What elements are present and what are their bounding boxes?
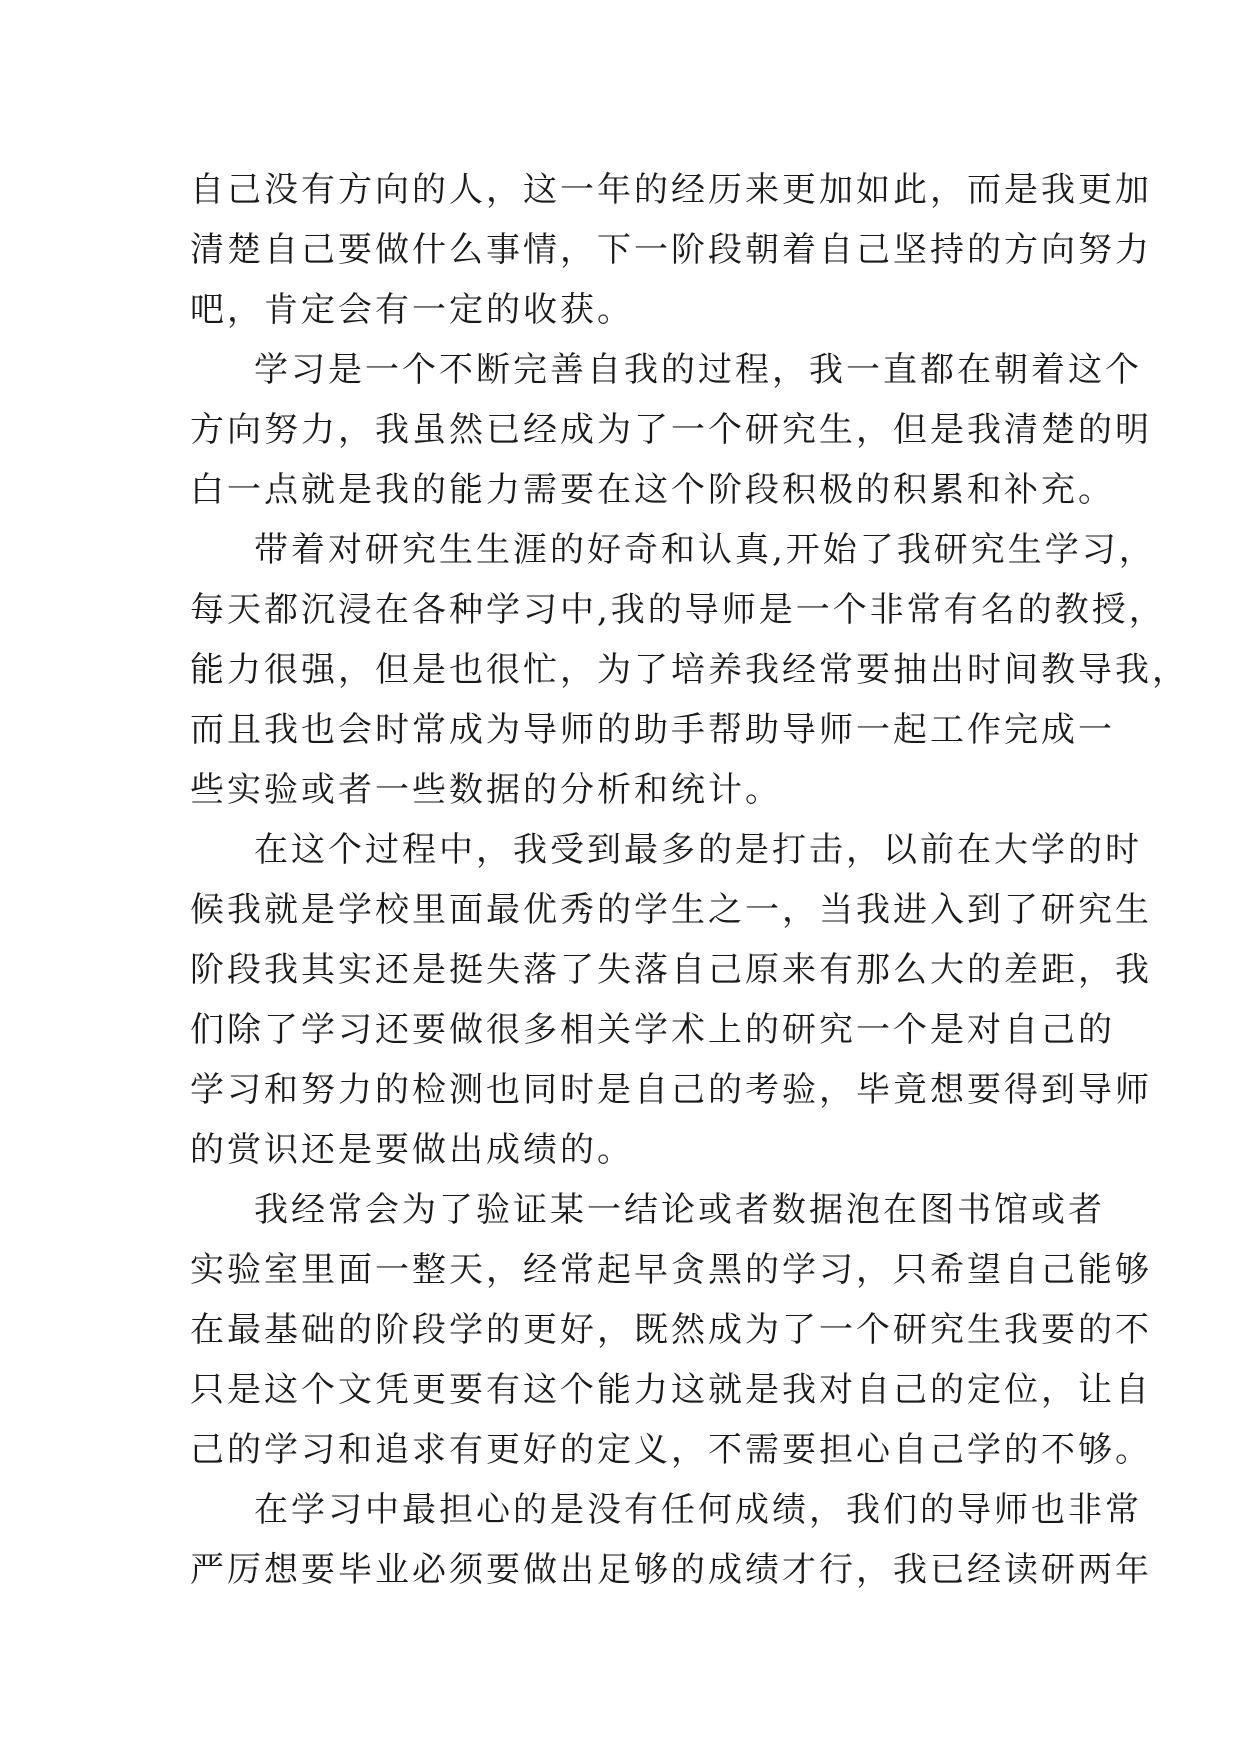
text-line: 只是这个文凭更要有这个能力这就是我对自己的定位，让自 <box>190 1370 1152 1410</box>
text-line: 的赏识还是要做出成绩的。 <box>190 1130 634 1170</box>
paragraph-3 <box>190 520 1189 820</box>
document-page <box>190 160 1189 1600</box>
text-line: 白一点就是我的能力需要在这个阶段积极的积累和补充。 <box>190 470 1115 510</box>
paragraph-6 <box>190 1480 1152 1600</box>
text-line: 在学习中最担心的是没有任何成绩，我们的导师也非常 <box>254 1490 1142 1530</box>
text-line: 清楚自己要做什么事情，下一阶段朝着自己坚持的方向努力 <box>190 230 1152 270</box>
text-line: 在这个过程中，我受到最多的是打击，以前在大学的时 <box>254 830 1142 870</box>
text-line: 严厉想要毕业必须要做出足够的成绩才行，我已经读研两年 <box>190 1550 1152 1590</box>
text-line: 自己没有方向的人，这一年的经历来更加如此，而是我更加 <box>190 170 1152 210</box>
text-line: 们除了学习还要做很多相关学术上的研究一个是对自己的 <box>190 1010 1115 1050</box>
text-line: 学习是一个不断完善自我的过程，我一直都在朝着这个 <box>254 350 1142 390</box>
paragraph-5 <box>190 1180 1152 1480</box>
text-line: 带着对研究生生涯的好奇和认真,开始了我研究生学习， <box>254 530 1156 570</box>
text-line: 我经常会为了验证某一结论或者数据泡在图书馆或者 <box>254 1190 1105 1230</box>
text-line: 己的学习和追求有更好的定义，不需要担心自己学的不够。 <box>190 1430 1152 1470</box>
text-line: 方向努力，我虽然已经成为了一个研究生，但是我清楚的明 <box>190 410 1152 450</box>
paragraph-4 <box>190 820 1152 1180</box>
text-line: 候我就是学校里面最优秀的学生之一，当我进入到了研究生 <box>190 890 1152 930</box>
text-line: 在最基础的阶段学的更好，既然成为了一个研究生我要的不 <box>190 1310 1152 1350</box>
paragraph-2 <box>190 340 1152 520</box>
text-line: 能力很强，但是也很忙，为了培养我经常要抽出时间教导我， <box>190 650 1189 690</box>
paragraph-1 <box>190 160 1152 340</box>
text-line: 阶段我其实还是挺失落了失落自己原来有那么大的差距，我 <box>190 950 1152 990</box>
text-line: 而且我也会时常成为导师的助手帮助导师一起工作完成一 <box>190 710 1115 750</box>
text-line: 实验室里面一整天，经常起早贪黑的学习，只希望自己能够 <box>190 1250 1152 1290</box>
text-line: 每天都沉浸在各种学习中,我的导师是一个非常有名的教授， <box>190 590 1166 630</box>
text-line: 学习和努力的检测也同时是自己的考验，毕竟想要得到导师 <box>190 1070 1152 1110</box>
text-line: 吧，肯定会有一定的收获。 <box>190 290 634 330</box>
text-line: 些实验或者一些数据的分析和统计。 <box>190 770 782 810</box>
